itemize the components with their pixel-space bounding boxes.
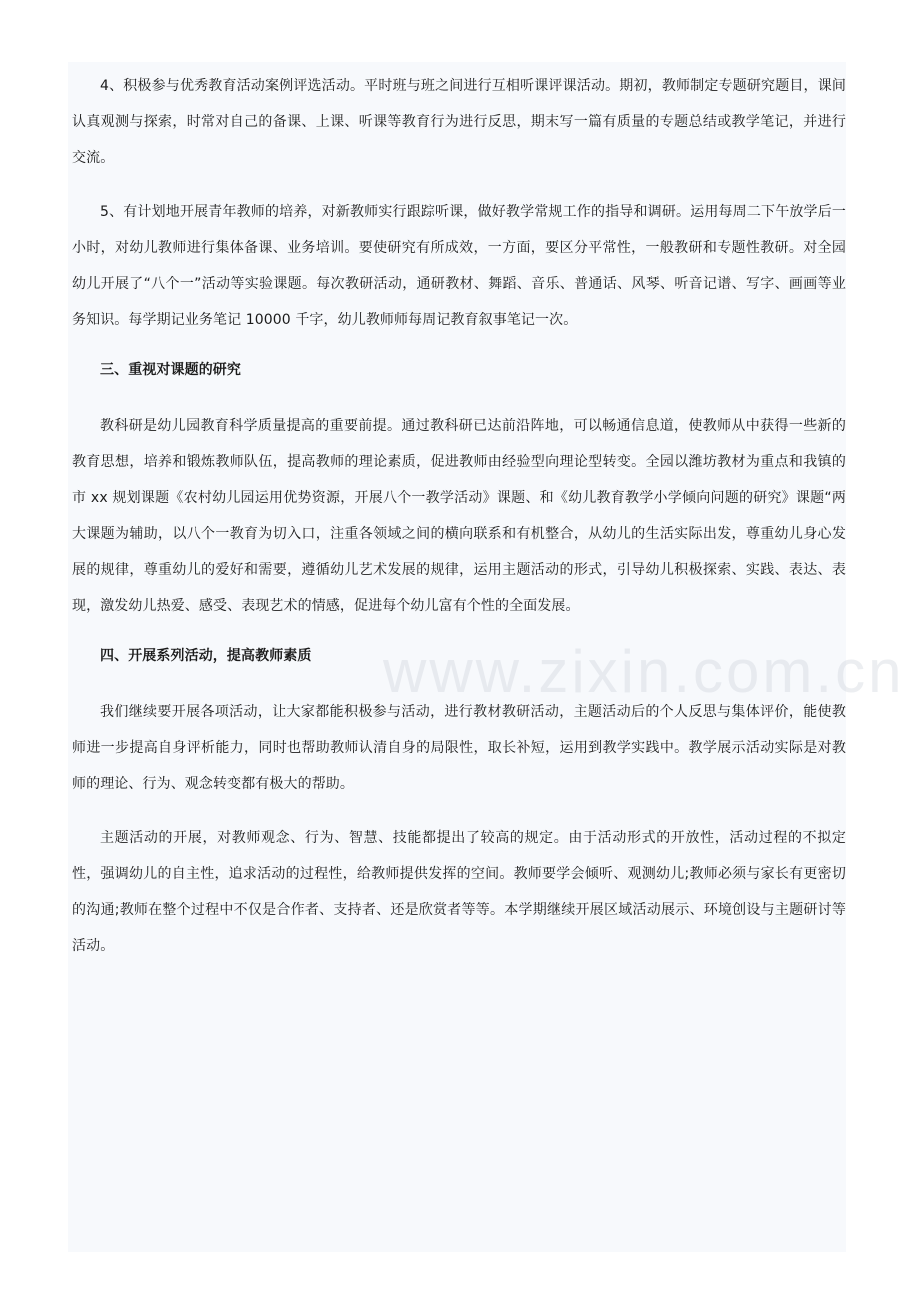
paragraph-theme-activities: 主题活动的开展，对教师观念、行为、智慧、技能都提出了较高的规定。由于活动形式的开放性，活动过程的不拟定性，强调幼儿的自主性，追求活动的过程性，给教师提供发挥的空间。教师要学会倾听、观测幼儿;教师必须与家长有更密切的沟通;教师在整个过程中不仅是合作者、支持者、还是欣赏者等等。本学期继续开展区域活动展示、环境创设与主题研讨等活动。 xyxy=(72,830,846,954)
paragraph-activities: 我们继续要开展各项活动，让大家都能积极参与活动，进行教材教研活动，主题活动后的个人反思与集体评价，能使教师进一步提高自身评析能力，同时也帮助教师认清自身的局限性，取长补短，运用到教学实践中。教学展示活动实际是对教师的理论、行为、观念转变都有极大的帮助。 xyxy=(72,704,846,792)
watermark: www.zixin.com.cn xyxy=(383,638,905,705)
paragraph-item-4: 4、积极参与优秀教育活动案例评选活动。平时班与班之间进行互相听课评课活动。期初，教师制定专题研究题目，课间认真观测与探索，时常对自己的备课、上课、听课等教育行为进行反思，期末写一篇有质量的专题总结或教学笔记，并进行交流。 xyxy=(72,78,846,166)
paragraph-research: 教科研是幼儿园教育科学质量提高的重要前提。通过教科研已达前沿阵地，可以畅通信息道，使教师从中获得一些新的教育思想，培养和锻炼教师队伍，提高教师的理论素质，促进教师由经验型向理论型转变。全园以潍坊教材为重点和我镇的市 xx 规划课题《农村幼儿园运用优势资源，开展八个一教学活动》课题、和《幼儿教育教学小学倾向问题的研究》课题“两大课题为辅助，以八个一教育为切入口，注重各领域之间的横向联系和有机整合，从幼儿的生活实际出发，尊重幼儿身心发展的规律，尊重幼儿的爱好和需要，遵循幼儿艺术发展的规律，运用主题活动的形式，引导幼儿积极探索、实践、表达、表现，激发幼儿热爱、感受、表现艺术的情感，促进每个幼儿富有个性的全面发展。 xyxy=(72,418,846,614)
document-body xyxy=(68,62,846,964)
section-heading-4: 四、开展系列活动，提高教师素质 xyxy=(100,648,312,664)
section-heading-3: 三、重视对课题的研究 xyxy=(100,362,241,378)
paragraph-item-5: 5、有计划地开展青年教师的培养，对新教师实行跟踪听课，做好教学常规工作的指导和调研。运用每周二下午放学后一小时，对幼儿教师进行集体备课、业务培训。要使研究有所成效，一方面，要区分平常性，一般教研和专题性教研。对全园幼儿开展了“八个一”活动等实验课题。每次教研活动，通研教材、舞蹈、音乐、普通话、风琴、听音记谱、写字、画画等业务知识。每学期记业务笔记 10000 千字，幼儿教师师每周记教育叙事笔记一次。 xyxy=(72,204,846,328)
document-page xyxy=(68,62,905,1252)
